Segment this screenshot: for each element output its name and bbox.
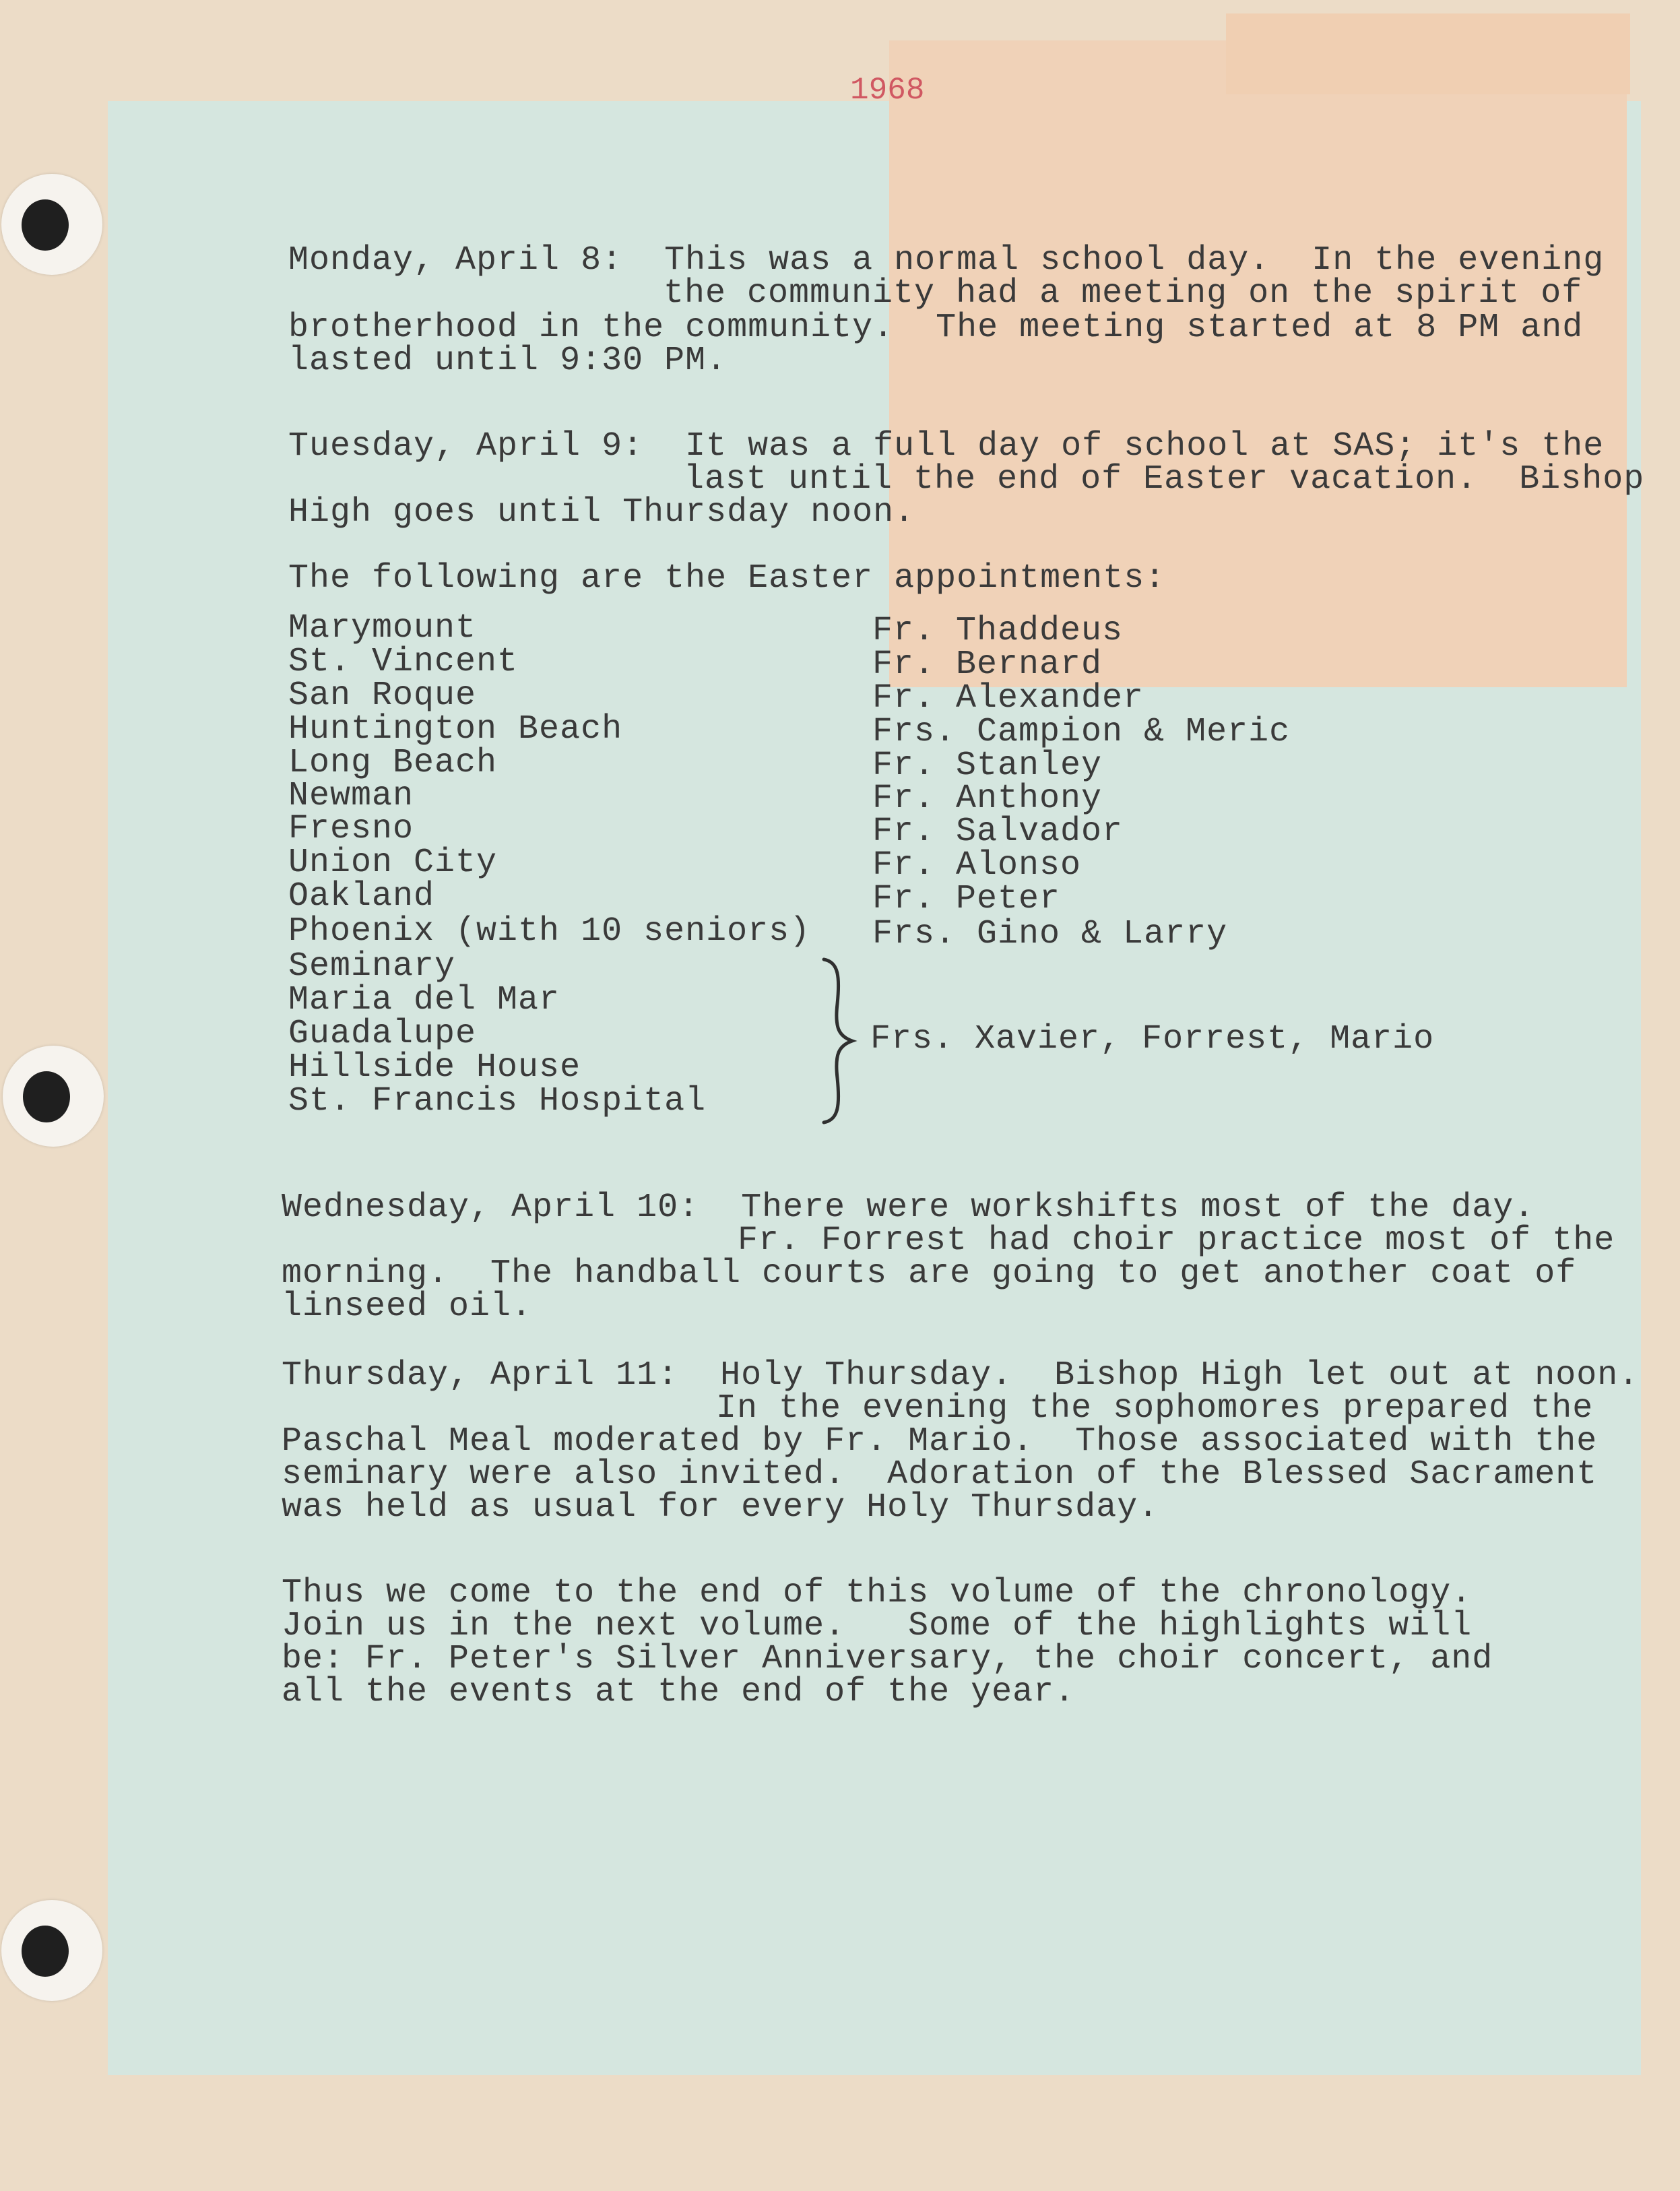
appointment-place: San Roque: [288, 676, 477, 715]
year-annotation: 1968: [850, 73, 925, 108]
punch-hole-middle: [3, 1046, 104, 1147]
grouped-place: Guadalupe: [288, 1015, 477, 1053]
appointment-place: Long Beach: [288, 744, 498, 782]
thursday-line-1: Thursday, April 11: Holy Thursday. Bishop High let out at noon.: [282, 1356, 1640, 1395]
grouped-place: Maria del Mar: [288, 981, 560, 1019]
appointment-priest: Fr. Alonso: [872, 846, 1082, 885]
closing-line-1: Thus we come to the end of this volume of the chronology.: [282, 1574, 1473, 1612]
appointment-place: Marymount: [288, 609, 477, 647]
closing-line-2: Join us in the next volume. Some of the highlights will: [282, 1607, 1473, 1645]
monday-line-4: lasted until 9:30 PM.: [288, 342, 728, 380]
grouped-place: Hillside House: [288, 1048, 581, 1087]
appointment-priest: Fr. Salvador: [872, 813, 1124, 851]
monday-line-3: brotherhood in the community. The meeting started at 8 PM and: [288, 309, 1584, 347]
appointment-place: Union City: [288, 844, 498, 882]
appointment-priest: Frs. Campion & Meric: [872, 713, 1291, 751]
appointment-place: Huntington Beach: [288, 710, 623, 749]
appointment-place: Newman: [288, 777, 414, 815]
punch-hole-bottom: [1, 1900, 102, 2001]
punch-hole-top: [1, 174, 102, 275]
wednesday-line-3: morning. The handball courts are going to get another coat of: [282, 1255, 1577, 1293]
appointment-priest: Fr. Alexander: [872, 679, 1144, 718]
appointment-place: Fresno: [288, 810, 414, 848]
wednesday-line-1: Wednesday, April 10: There were workshifts most of the day.: [282, 1188, 1535, 1227]
appointment-priest: Fr. Anthony: [872, 780, 1103, 818]
monday-line-1: Monday, April 8: This was a normal school day. In the evening: [288, 241, 1605, 280]
wednesday-line-2: Fr. Forrest had choir practice most of the: [738, 1221, 1615, 1260]
appointment-place: Phoenix (with 10 seniors): [288, 912, 811, 951]
thursday-line-3: Paschal Meal moderated by Fr. Mario. Those associated with the: [282, 1422, 1598, 1461]
appointment-priest: Fr. Peter: [872, 880, 1061, 918]
wednesday-line-4: linseed oil.: [282, 1288, 533, 1326]
appointment-priest: Frs. Gino & Larry: [872, 915, 1228, 953]
appointment-priest: Fr. Stanley: [872, 747, 1103, 785]
paper-tint-peach-top: [1226, 13, 1630, 94]
grouped-place: St. Francis Hospital: [288, 1082, 707, 1120]
right-brace-icon: [818, 957, 859, 1125]
appointment-priest: Fr. Bernard: [872, 645, 1103, 684]
thursday-line-2: In the evening the sophomores prepared the: [716, 1389, 1594, 1428]
grouped-place: Seminary: [288, 947, 456, 986]
closing-line-4: all the events at the end of the year.: [282, 1673, 1076, 1711]
appointment-place: Oakland: [288, 877, 435, 916]
grouped-priests: Frs. Xavier, Forrest, Mario: [870, 1020, 1435, 1058]
thursday-line-5: was held as usual for every Holy Thursday.: [282, 1488, 1159, 1527]
tuesday-line-3: High goes until Thursday noon.: [288, 493, 915, 532]
monday-line-2: the community had a meeting on the spirit of: [664, 274, 1583, 313]
appointment-priest: Fr. Thaddeus: [872, 612, 1124, 650]
appointment-place: St. Vincent: [288, 643, 519, 681]
tuesday-line-2: last until the end of Easter vacation. Bishop: [684, 460, 1645, 499]
closing-line-3: be: Fr. Peter's Silver Anniversary, the choir concert, and: [282, 1640, 1493, 1678]
tuesday-line-1: Tuesday, April 9: It was a full day of school at SAS; it's the: [288, 427, 1605, 466]
appointments-intro: The following are the Easter appointments:: [288, 559, 1166, 598]
thursday-line-4: seminary were also invited. Adoration of the Blessed Sacrament: [282, 1455, 1598, 1494]
